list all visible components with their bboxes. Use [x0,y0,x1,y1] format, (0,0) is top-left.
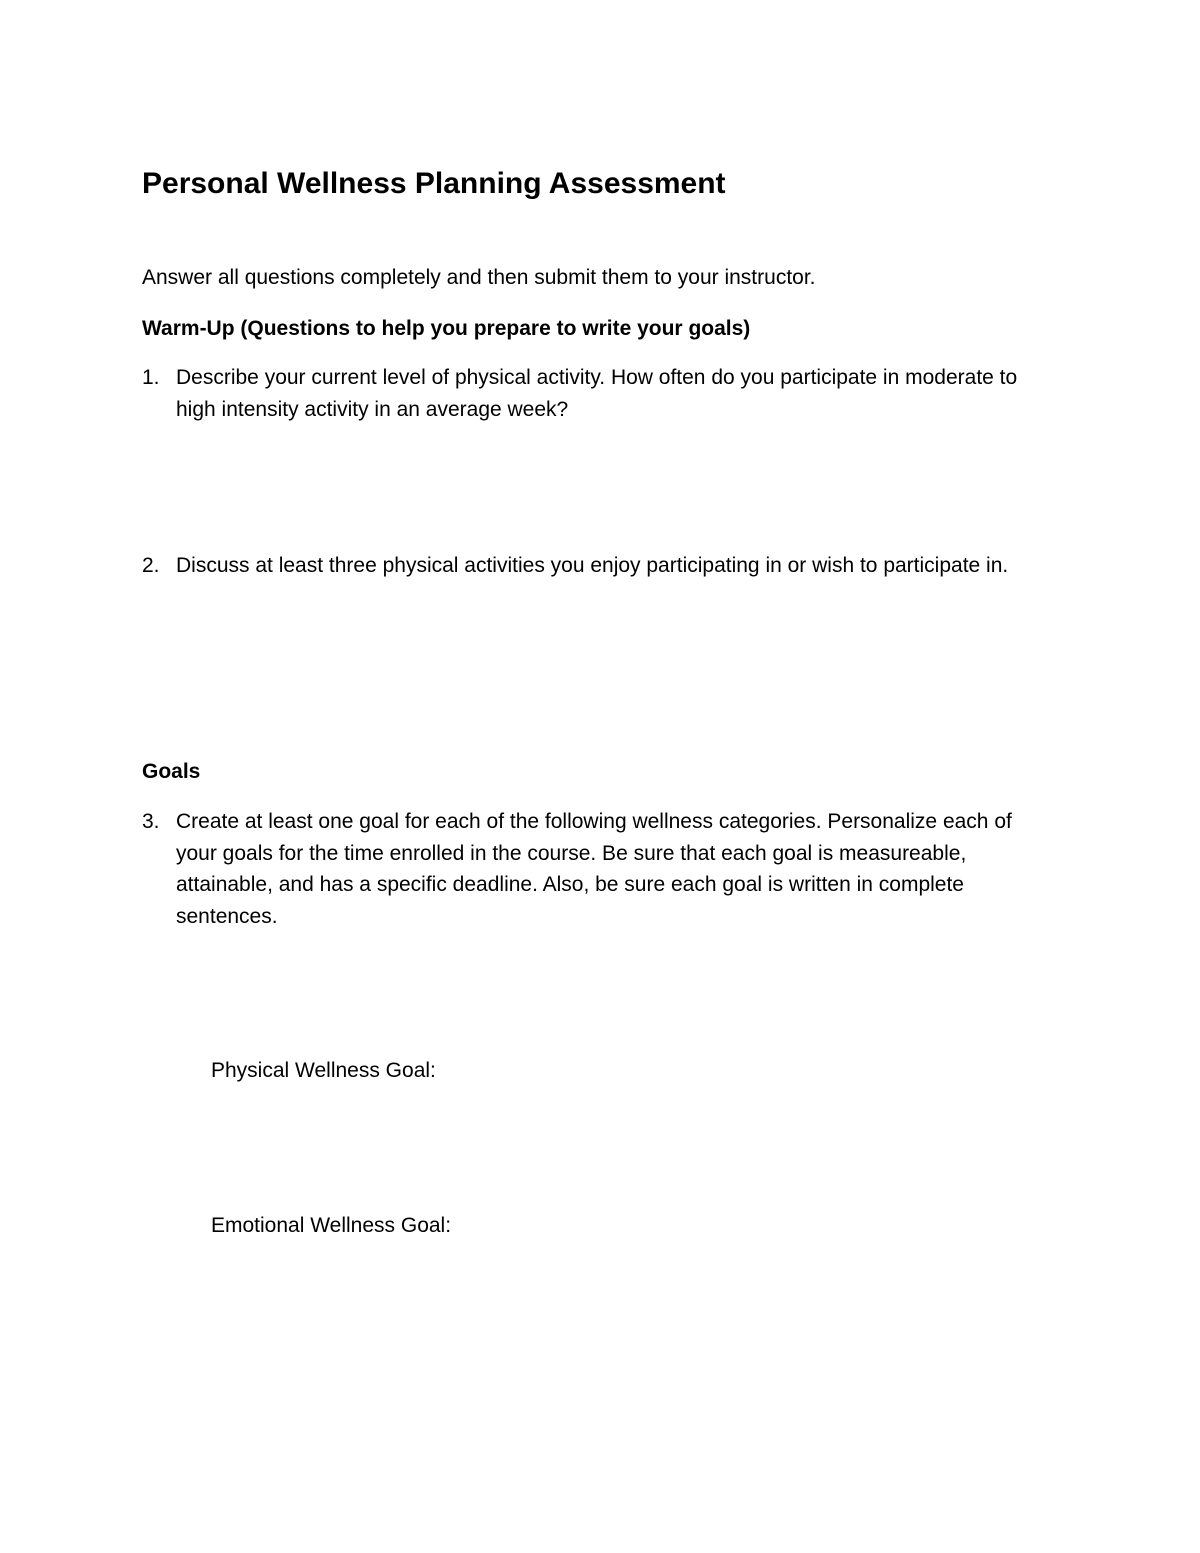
physical-wellness-goal-label: Physical Wellness Goal: [211,1059,436,1082]
question-3 [142,806,1042,932]
question-1-text: Describe your current level of physical activity. How often do you participate in moderate to high intensity activity in an average week? [176,366,1018,421]
page-title: Personal Wellness Planning Assessment [142,167,726,200]
question-2 [142,550,1042,582]
question-3-number: 3. [142,810,160,833]
warmup-section-heading: Warm-Up (Questions to help you prepare to write your goals) [142,317,751,340]
emotional-wellness-goal-label: Emotional Wellness Goal: [211,1214,452,1237]
question-2-number: 2. [142,554,160,577]
question-2-text: Discuss at least three physical activities you enjoy participating in or wish to participate in. [176,554,1009,577]
instructions-text: Answer all questions completely and then submit them to your instructor. [142,266,816,289]
goals-section-heading: Goals [142,760,201,783]
question-3-text: Create at least one goal for each of the following wellness categories. Personalize each of your goals for the time enrolled in the course. Be sure that each goal is measureable, attainable, and has a specific deadline. Also, be sure each goal is written in complete sentences. [176,810,1012,928]
question-1 [142,362,1042,425]
question-1-number: 1. [142,366,160,389]
